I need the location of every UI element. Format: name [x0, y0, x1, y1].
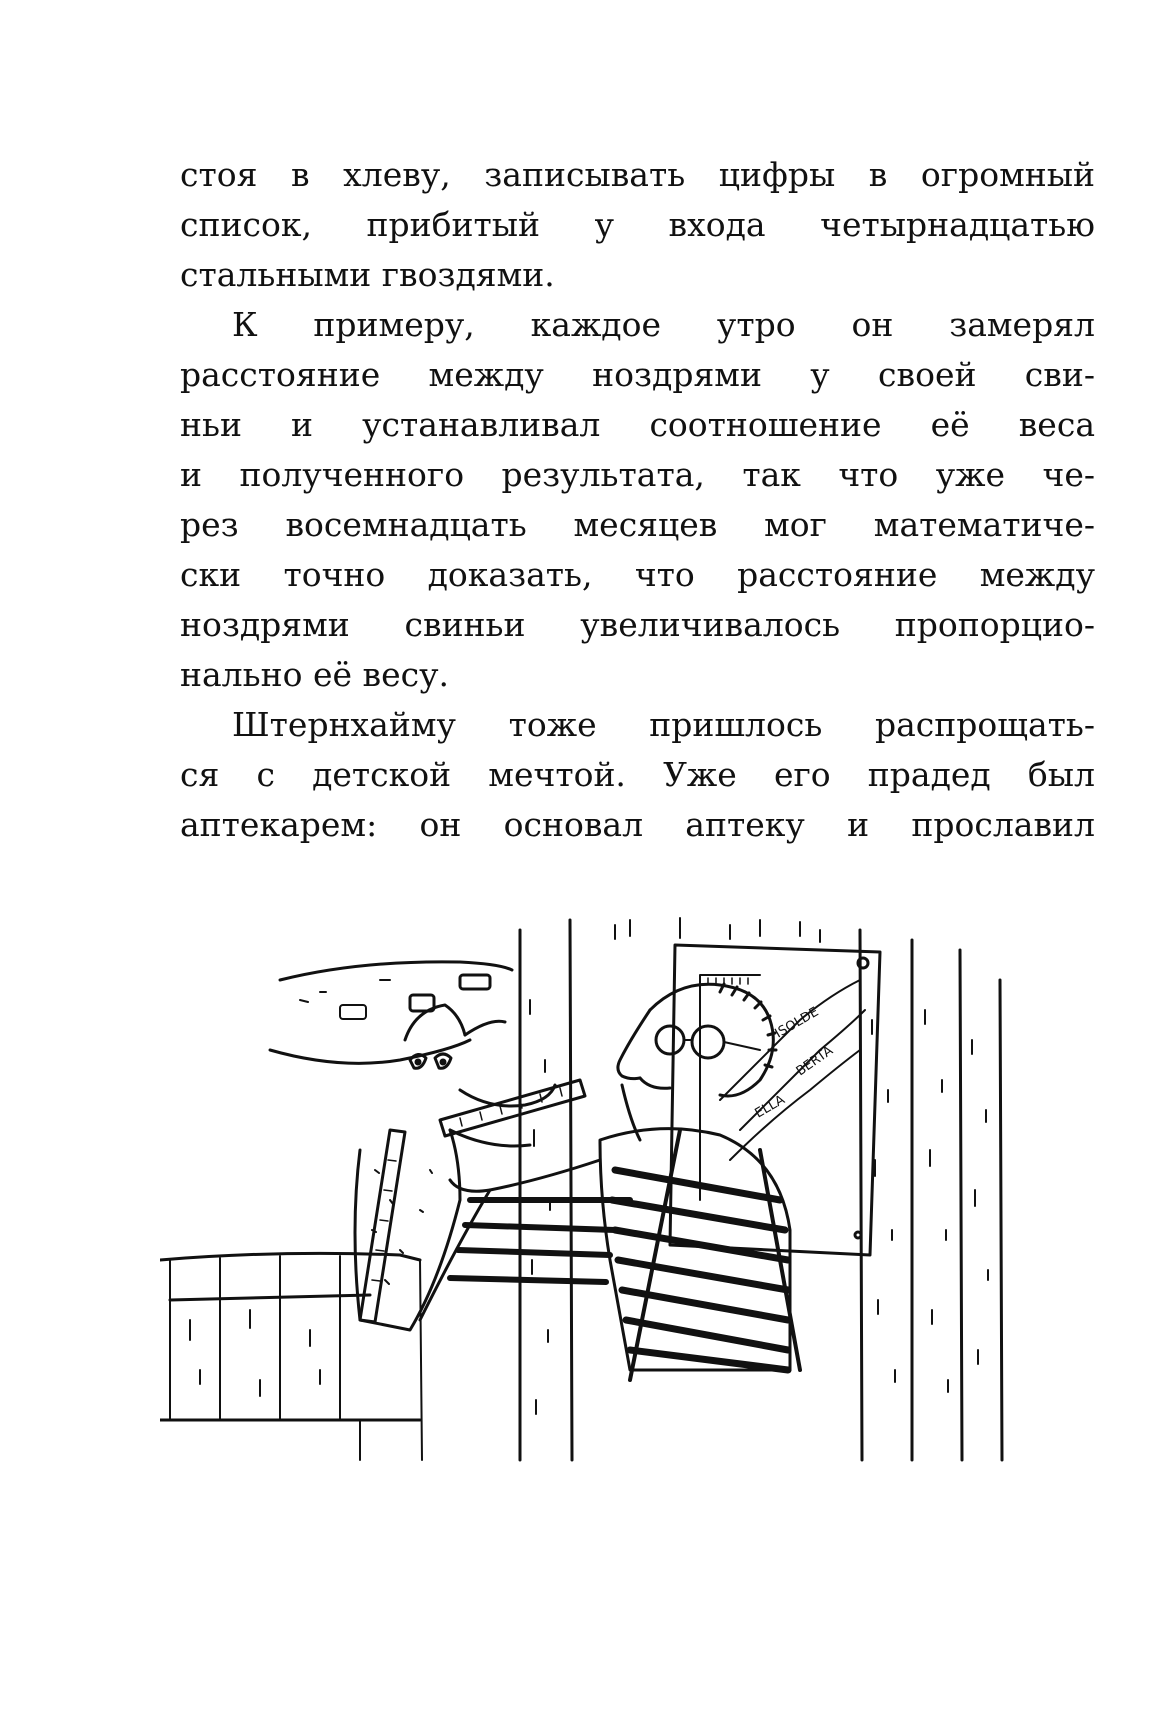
- text-line: и полученного результата, так что уже че-: [180, 455, 1095, 494]
- text-line: нально её весу.: [180, 655, 449, 694]
- chart-label-ella: ELLA: [752, 1092, 788, 1122]
- paragraph-2: [180, 300, 1095, 700]
- pen-fence: [160, 1253, 422, 1460]
- body-text: [180, 150, 1095, 850]
- text-line: ся с детской мечтой. Уже его прадед был: [180, 755, 1095, 794]
- text-line: К примеру, каждое утро он замерял: [232, 305, 1095, 344]
- paragraph-1: [180, 150, 1095, 300]
- text-line: аптекарем: он основал аптеку и прославил: [180, 805, 1095, 844]
- text-line: ски точно доказать, что расстояние между: [180, 555, 1095, 594]
- text-line: список, прибитый у входа четырнадцатью: [180, 205, 1095, 244]
- text-line: ноздрями свиньи увеличивалось пропорцио-: [180, 605, 1095, 644]
- text-line: стальными гвоздями.: [180, 255, 555, 294]
- text-line: ньи и устанавливал соотношение её веса: [180, 405, 1095, 444]
- growth-chart-poster: [670, 945, 880, 1255]
- man-figure: [420, 984, 800, 1380]
- text-line: расстояние между ноздрями у своей сви-: [180, 355, 1095, 394]
- text-line: Штернхайму тоже пришлось распрощать-: [232, 705, 1095, 744]
- barn-wall-boards: [520, 918, 1002, 1460]
- chart-label-berta: BERTA: [793, 1043, 836, 1080]
- chart-label-isolde: ISOLDE: [772, 1004, 822, 1042]
- stone-wall: [270, 962, 512, 1064]
- text-line: рез восемнадцать месяцев мог математиче-: [180, 505, 1095, 544]
- illustration-pig-measurement: [160, 900, 1100, 1560]
- text-line: стоя в хлеву, записывать цифры в огромный: [180, 155, 1095, 194]
- paragraph-3: [180, 700, 1095, 850]
